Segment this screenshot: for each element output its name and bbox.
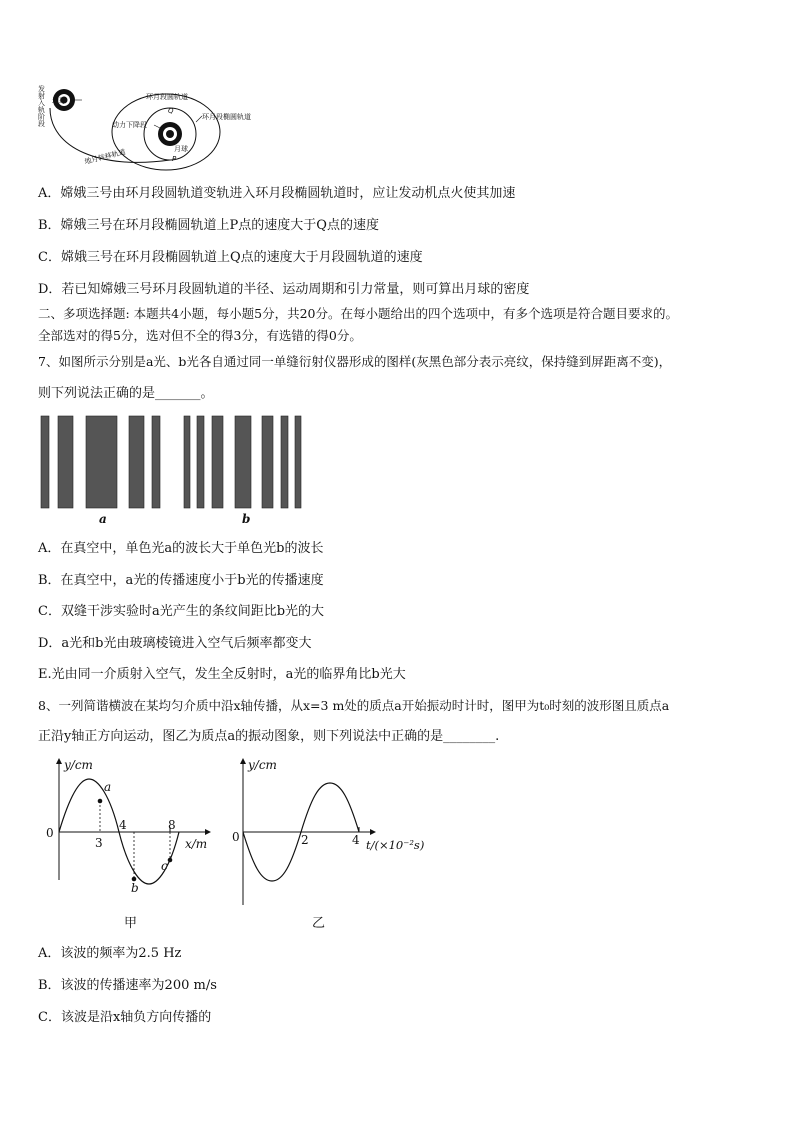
jia-caption: 甲 (124, 916, 138, 931)
q6-option-a: A．嫦娥三号由环月段圆轨道变轨进入环月段椭圆轨道时，应让发动机点火使其加速 (38, 186, 516, 201)
point-q-label: Q (168, 107, 174, 115)
jia-tick-3-label: 3 (95, 836, 103, 850)
q7-option-d: D．a光和b光由玻璃棱镜进入空气后频率都变大 (38, 636, 312, 651)
pattern-b-fringe-6 (281, 416, 288, 508)
pattern-a-fringe-1 (41, 416, 49, 508)
moon-core (166, 130, 174, 138)
yi-caption: 乙 (312, 916, 326, 931)
jia-point-c-label: c (161, 859, 168, 873)
pattern-a-fringe-4 (129, 416, 144, 508)
pattern-b-fringe-7 (295, 416, 301, 508)
leader-descent (154, 125, 160, 128)
q8-option-c: C．该波是沿x轴负方向传播的 (38, 1010, 212, 1025)
circular-orbit-label: 环月段圆轨道 (146, 93, 188, 101)
jia-point-a-label: a (104, 780, 112, 794)
q6-option-d: D．若已知嫦娥三号环月段圆轨道的半径、运动周期和引力常量，则可算出月球的密度 (38, 282, 530, 297)
moon-label: 月球 (174, 145, 188, 153)
jia-point-a (98, 799, 103, 804)
jia-point-c (168, 858, 173, 863)
q8-option-b: B．该波的传播速率为200 m/s (38, 978, 217, 993)
yi-x-label: t/(×10⁻²s) (366, 838, 425, 852)
pattern-b-fringe-2 (197, 416, 204, 508)
point-p-label: P (172, 155, 177, 163)
descent-label: 动力下降段 (112, 121, 147, 129)
q6-option-b: B．嫦娥三号在环月段椭圆轨道上P点的速度大于Q点的速度 (38, 218, 379, 233)
q7-option-a: A．在真空中，单色光a的波长大于单色光b的波长 (38, 541, 324, 556)
q8-stem-line1: 8、一列简谐横波在某均匀介质中沿x轴传播，从x=3 m处的质点a开始振动时计时，图甲为t₀时刻的波形图且质点a (38, 698, 670, 713)
section2-line2: 全部选对的得5分，选对但不全的得3分，有选错的得0分。 (38, 328, 362, 343)
jia-origin-label: 0 (46, 826, 54, 840)
pattern-a-fringe-3 (86, 416, 117, 508)
launch-phase-label: 发射入轨阶段 (38, 85, 45, 128)
diffraction-patterns (36, 414, 316, 512)
jia-tick-8-label: 8 (168, 818, 176, 832)
section2-line1: 二、多项选择题: 本题共4小题，每小题5分，共20分。在每小题给出的四个选项中，有多个选项是符合题目要求的。 (38, 306, 678, 321)
earth-label: 地球 (52, 97, 66, 105)
pattern-a-label: a (99, 512, 107, 526)
q7-option-c: C．双缝干涉实验时a光产生的条纹间距比b光的大 (38, 604, 325, 619)
yi-y-label: y/cm (248, 758, 277, 772)
pattern-b-fringe-4 (235, 416, 251, 508)
q7-option-e: E.光由同一介质射入空气，发生全反射时，a光的临界角比b光大 (38, 667, 406, 682)
pattern-a (41, 416, 160, 508)
q7-option-b: B．在真空中，a光的传播速度小于b光的传播速度 (38, 573, 324, 588)
jia-point-b-label: b (131, 881, 139, 895)
yi-tick-2-label: 2 (301, 833, 309, 847)
q6-option-c: C．嫦娥三号在环月段椭圆轨道上Q点的速度大于月段圆轨道的速度 (38, 250, 423, 265)
pattern-a-fringe-5 (152, 416, 160, 508)
transfer-orbit-label: 地月转移轨道 (83, 148, 127, 166)
jia-y-label: y/cm (64, 758, 93, 772)
q8-option-a: A．该波的频率为2.5 Hz (38, 946, 182, 961)
pattern-b-fringe-5 (262, 416, 273, 508)
pattern-b-label: b (242, 512, 251, 526)
pattern-b (184, 416, 301, 508)
jia-x-label: x/m (185, 837, 208, 851)
q7-stem-line1: 7、如图所示分别是a光、b光各自通过同一单缝衍射仪器形成的图样(灰黑色部分表示亮纹，保持缝到屏距离不变)， (38, 354, 672, 369)
pattern-b-fringe-1 (184, 416, 190, 508)
yi-origin-label: 0 (232, 830, 240, 844)
yi-tick-4-label: 4 (352, 833, 360, 847)
q8-stem-line2: 正沿y轴正方向运动，图乙为质点a的振动图象，则下列说法中正确的是________. (38, 729, 500, 744)
elliptical-orbit-label: 环月段椭圆轨道 (202, 113, 251, 121)
pattern-b-fringe-3 (212, 416, 223, 508)
pattern-a-fringe-2 (58, 416, 73, 508)
q7-stem-line2: 则下列说法正确的是_______。 (38, 386, 214, 401)
jia-tick-4-label: 4 (119, 818, 127, 832)
